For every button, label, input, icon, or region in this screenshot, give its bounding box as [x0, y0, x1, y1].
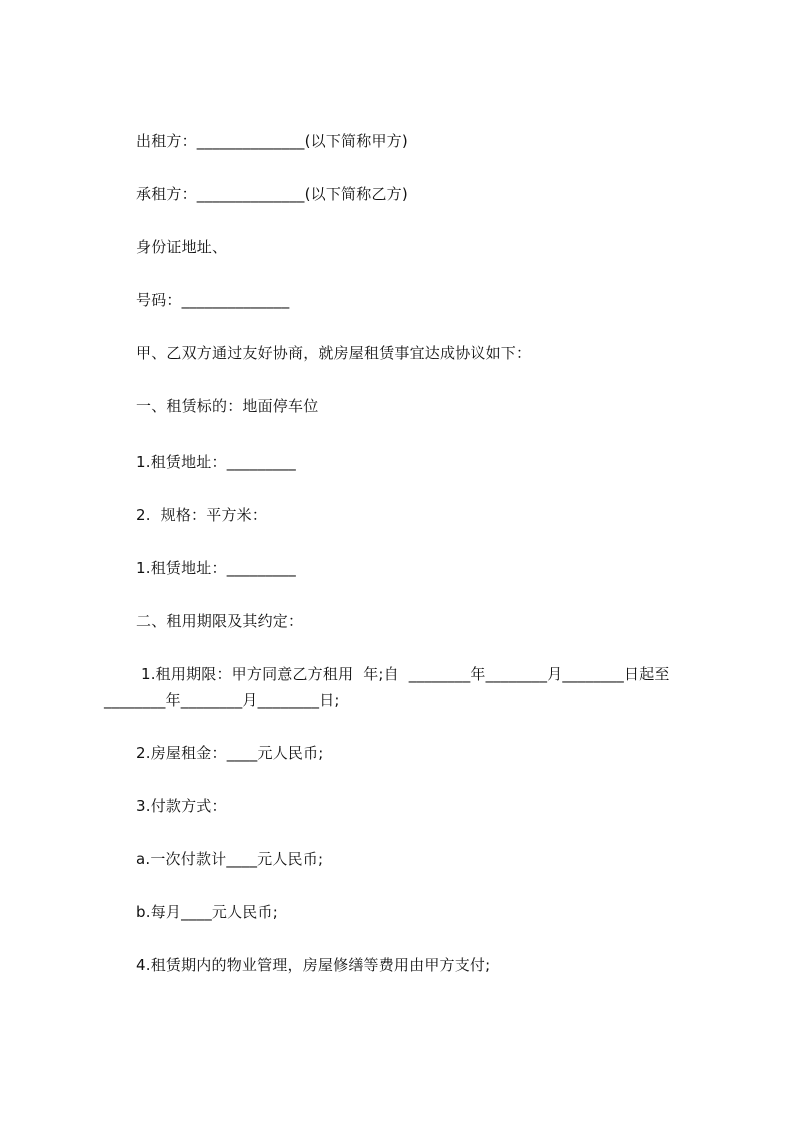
- section-1-heading: 一、租赁标的：地面停车位: [136, 397, 319, 415]
- lessor-line: 出租方：______________(以下简称甲方): [136, 132, 408, 150]
- rent-amount-line: 2.房屋租金：____元人民币;: [136, 744, 324, 762]
- rental-term-line-continued: ________年________月________日;: [104, 691, 340, 709]
- payment-option-a: a.一次付款计____元人民币;: [136, 850, 324, 868]
- rental-term-line: 1.租用期限：甲方同意乙方租用 年;自 ________年________月________日起至: [136, 665, 670, 683]
- specification-line: 2. 规格：平方米：: [136, 506, 268, 524]
- section-2-heading: 二、租用期限及其约定：: [136, 612, 304, 630]
- rental-address-line: 1.租赁地址：_________: [136, 453, 297, 471]
- agreement-intro: 甲、乙双方通过友好协商，就房屋租赁事宜达成协议如下：: [136, 344, 532, 362]
- payment-option-b: b.每月____元人民币;: [136, 903, 278, 921]
- id-number-line: 号码：______________: [136, 291, 290, 309]
- payment-method-heading: 3.付款方式：: [136, 797, 227, 815]
- lessee-line: 承租方：______________(以下简称乙方): [136, 185, 408, 203]
- rental-address-line-repeat: 1.租赁地址：_________: [136, 559, 297, 577]
- id-address-line: 身份证地址、: [136, 238, 228, 256]
- management-fees-line: 4.租赁期内的物业管理，房屋修缮等费用由甲方支付;: [136, 956, 491, 974]
